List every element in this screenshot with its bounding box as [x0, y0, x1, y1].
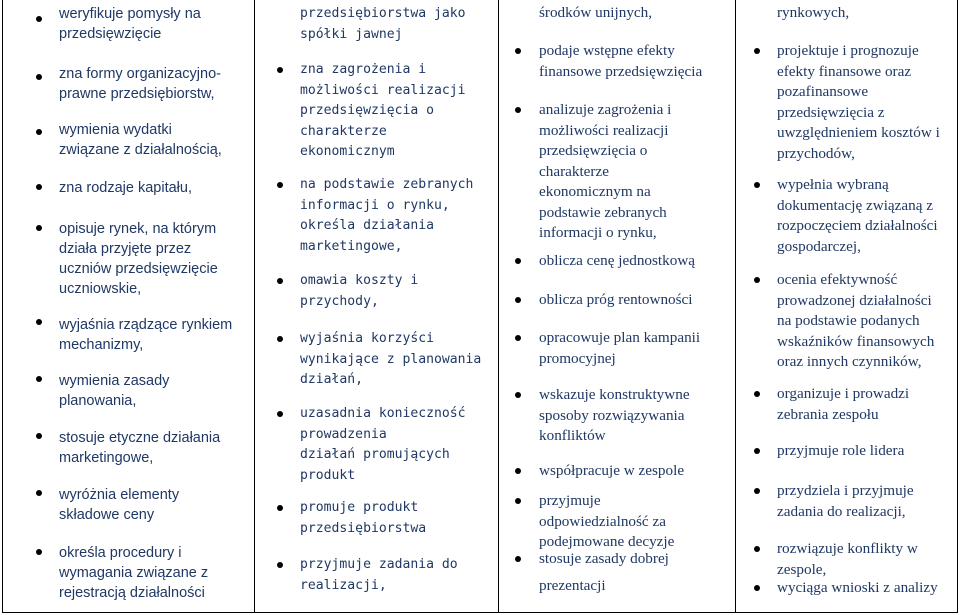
list-item-text: ocenia efektywność prowadzonej działalności na podstawie podanych wskaźników finansowych oraz innych czynników, — [777, 271, 935, 370]
list-item-text: wskazuje konstruktywne sposoby rozwiązywania konfliktów — [539, 386, 690, 444]
list-item-text: zna zagrożenia i możliwości realizacji przedsięwzięcia o charakterze ekonomicznym — [300, 62, 466, 159]
list-item-text: przyjmuje zadania do realizacji, — [300, 557, 458, 593]
list-item-text: oblicza cenę jednostkową — [539, 252, 696, 269]
list-item-text: stosuje etyczne działania marketingowe, — [59, 430, 221, 466]
table-column-1 — [3, 0, 255, 613]
bullet-icon — [277, 67, 283, 73]
bullet-icon — [36, 319, 42, 325]
list-item-text: uzasadnia konieczność prowadzenia działań promujących produkt — [300, 406, 466, 483]
bullet-icon — [277, 411, 283, 417]
list-item-text: przyjmuje odpowiedzialność za podejmowane decyzje — [539, 492, 675, 550]
bullet-icon — [36, 74, 42, 80]
table-column-4 — [736, 0, 958, 613]
list-item-text: przydziela i przyjmuje zadania do realizacji, — [777, 482, 914, 520]
bullet-icon — [515, 297, 521, 303]
table-column-3 — [499, 0, 736, 613]
bullet-icon — [36, 490, 42, 496]
bullet-icon — [277, 182, 283, 188]
bullet-icon — [754, 488, 760, 494]
bullet-icon — [515, 556, 521, 562]
table-column-2 — [255, 0, 499, 613]
list-item-text: współpracuje w zespole — [539, 462, 685, 479]
bullet-icon — [36, 129, 42, 135]
bullet-icon — [754, 48, 760, 54]
bullet-icon — [515, 107, 521, 113]
bullet-icon — [515, 498, 521, 504]
bullet-icon — [36, 16, 42, 22]
list-item-text: wyjaśnia rządzące rynkiem mechanizmy, — [59, 317, 233, 353]
bullet-icon — [754, 585, 760, 591]
list-item-text: omawia koszty i przychody, — [300, 273, 419, 309]
list-item-text: oblicza próg rentowności — [539, 291, 693, 308]
list-item-text: projektuje i prognozuje efekty finansowe oraz pozafinansowe przedsięwzięcia z uwzględnieniem kosztów i przychodów, — [777, 42, 940, 162]
bullet-icon — [754, 182, 760, 188]
bullet-icon — [515, 468, 521, 474]
list-item-text: na podstawie zebranych informacji o rynku, określa działania marketingowe, — [300, 177, 474, 254]
bullet-icon — [36, 225, 42, 231]
bullet-icon — [515, 335, 521, 341]
list-item-text: wyróżnia elementy składowe ceny — [59, 487, 180, 523]
bullet-icon — [277, 278, 283, 284]
list-item-text: przyjmuje role lidera — [777, 442, 905, 459]
bullet-icon — [754, 277, 760, 283]
bullet-icon — [515, 48, 521, 54]
continuation-text: rynkowych, — [777, 4, 850, 21]
list-item-text: zna formy organizacyjno- prawne przedsiębiorstw, — [59, 66, 221, 102]
list-item-text: organizuje i prowadzi zebrania zespołu — [777, 385, 910, 423]
list-item-text: wymienia zasady planowania, — [59, 373, 170, 409]
bullet-icon — [754, 546, 760, 552]
requirements-table — [2, 0, 958, 613]
list-item-text: zna rodzaje kapitału, — [59, 180, 192, 196]
bullet-icon — [36, 433, 42, 439]
continuation-text: prezentacji — [539, 577, 606, 594]
list-item-text: wyjaśnia korzyści wynikające z planowania działań, — [300, 331, 482, 387]
bullet-icon — [515, 258, 521, 264]
list-item-text: wymienia wydatki związane z działalnością, — [59, 122, 222, 158]
bullet-icon — [754, 448, 760, 454]
list-item-text: weryfikuje pomysły na przedsięwzięcie — [59, 6, 201, 42]
list-item-text: opracowuje plan kampanii promocyjnej — [539, 329, 701, 367]
list-item-text: wyciąga wnioski z analizy — [777, 579, 938, 596]
bullet-icon — [277, 505, 283, 511]
bullet-icon — [277, 562, 283, 568]
bullet-icon — [36, 184, 42, 190]
list-item-text: opisuje rynek, na którym działa przyjęte przez uczniów przedsięwzięcie uczniowskie, — [59, 221, 218, 297]
bullet-icon — [515, 392, 521, 398]
list-item-text: podaje wstępne efekty finansowe przedsięwzięcia — [539, 42, 703, 80]
list-item-text: określa procedury i wymagania związane z rejestracją działalności — [59, 545, 209, 601]
continuation-text: środków unijnych, — [539, 4, 653, 21]
list-item-text: stosuje zasady dobrej — [539, 550, 669, 567]
list-item-text: rozwiązuje konflikty w zespole, — [777, 540, 918, 578]
list-item-text: wypełnia wybraną dokumentację związaną z rozpoczęciem działalności gospodarczej, — [777, 176, 938, 255]
bullet-icon — [36, 549, 42, 555]
continuation-text: przedsiębiorstwa jako spółki jawnej — [300, 6, 466, 42]
bullet-icon — [754, 391, 760, 397]
bullet-icon — [277, 336, 283, 342]
list-item-text: analizuje zagrożenia i możliwości realizacji przedsięwzięcia o charakterze ekonomicznym na podstawie zebranych informacji o rynku, — [539, 101, 672, 241]
bullet-icon — [36, 376, 42, 382]
list-item-text: promuje produkt przedsiębiorstwa — [300, 500, 427, 536]
